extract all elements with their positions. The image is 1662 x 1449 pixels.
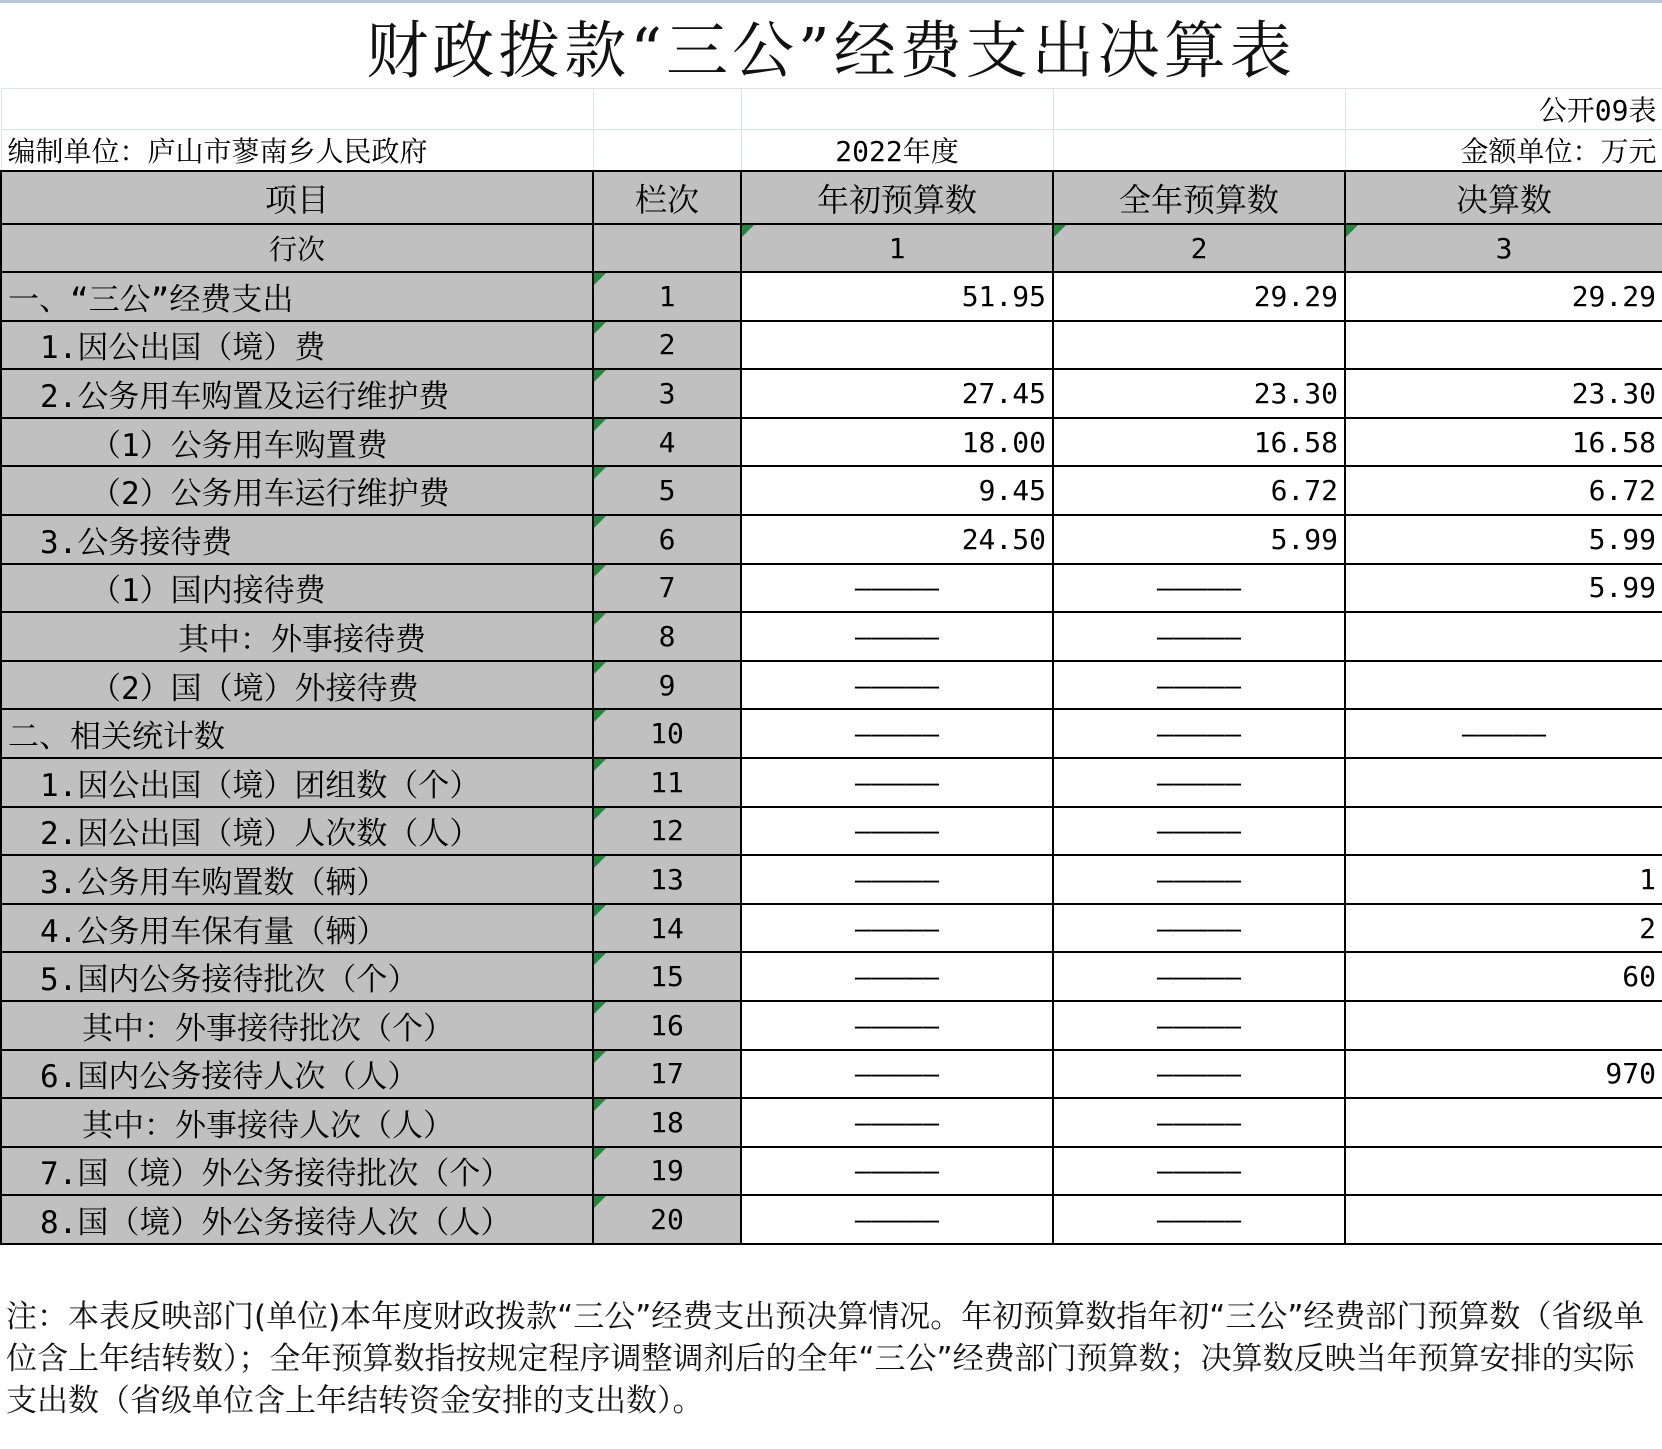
value-cell-v3[interactable] bbox=[1345, 807, 1662, 856]
cell-flag-icon bbox=[594, 467, 606, 479]
table-row bbox=[1, 1147, 1662, 1196]
cell[interactable] bbox=[1, 89, 593, 130]
value-cell-v1[interactable]: ————— bbox=[741, 564, 1053, 613]
value-cell-v3[interactable] bbox=[1345, 1147, 1662, 1196]
value-cell-v1[interactable]: 18.00 bbox=[741, 418, 1053, 467]
value-cell-v1[interactable]: 9.45 bbox=[741, 466, 1053, 515]
row-number: 9 bbox=[658, 668, 676, 702]
subheader-c2-text: 2 bbox=[1190, 231, 1208, 265]
cell[interactable] bbox=[1053, 89, 1345, 130]
value-cell-v1[interactable]: ————— bbox=[741, 709, 1053, 758]
value-cell-v3[interactable]: 16.58 bbox=[1345, 418, 1662, 467]
subheader-row-index[interactable]: 行次 bbox=[1, 224, 593, 272]
value-cell-v2[interactable]: ————— bbox=[1053, 661, 1345, 710]
value-cell-v3[interactable] bbox=[1345, 758, 1662, 807]
subheader-c1-text: 1 bbox=[888, 231, 906, 265]
value-cell-v1[interactable]: ————— bbox=[741, 904, 1053, 953]
row-number-cell[interactable] bbox=[593, 466, 741, 515]
value-cell-v3[interactable]: 2 bbox=[1345, 904, 1662, 953]
table-row bbox=[1, 564, 1662, 613]
row-number: 19 bbox=[650, 1154, 684, 1188]
title-row[interactable] bbox=[0, 0, 1662, 88]
row-number: 2 bbox=[658, 328, 676, 362]
cell[interactable] bbox=[593, 224, 741, 272]
row-label[interactable]: 1.因公出国（境）费 bbox=[1, 321, 593, 370]
row-label[interactable]: 6.国内公务接待人次（人） bbox=[1, 1050, 593, 1099]
table-row bbox=[1, 661, 1662, 710]
value-cell-v2[interactable]: ————— bbox=[1053, 807, 1345, 856]
table-code[interactable]: 公开09表 bbox=[1345, 89, 1662, 130]
row-number-cell[interactable] bbox=[593, 904, 741, 953]
row-number: 11 bbox=[650, 765, 684, 799]
amount-unit-label[interactable]: 金额单位：万元 bbox=[1345, 130, 1662, 172]
page-title: 财政拨款“三公”经费支出决算表 bbox=[366, 14, 1296, 87]
cell-flag-icon bbox=[594, 759, 606, 771]
cell-flag-icon bbox=[594, 808, 606, 820]
row-number: 3 bbox=[658, 376, 676, 410]
value-cell-v3[interactable]: 29.29 bbox=[1345, 272, 1662, 321]
row-number-cell[interactable] bbox=[593, 661, 741, 710]
row-number-cell[interactable] bbox=[593, 272, 741, 321]
meta-row bbox=[1, 130, 1662, 172]
row-number-cell[interactable] bbox=[593, 1098, 741, 1147]
cell-flag-icon bbox=[594, 710, 606, 722]
value-cell-v2[interactable]: ————— bbox=[1053, 1001, 1345, 1050]
value-cell-v2[interactable]: ————— bbox=[1053, 758, 1345, 807]
value-cell-v2[interactable]: 6.72 bbox=[1053, 466, 1345, 515]
row-label[interactable]: （2）公务用车运行维护费 bbox=[1, 466, 593, 515]
row-label[interactable]: 一、“三公”经费支出 bbox=[1, 272, 593, 321]
table-row bbox=[1, 1195, 1662, 1244]
row-label[interactable]: （2）国（境）外接待费 bbox=[1, 661, 593, 710]
row-number-cell[interactable] bbox=[593, 1001, 741, 1050]
year-label[interactable]: 2022年度 bbox=[741, 130, 1053, 172]
cell-flag-icon bbox=[594, 613, 606, 625]
row-label[interactable]: 其中：外事接待费 bbox=[1, 612, 593, 661]
value-cell-v2[interactable]: ————— bbox=[1053, 709, 1345, 758]
table-row bbox=[1, 1050, 1662, 1099]
value-cell-v2[interactable]: ————— bbox=[1053, 1050, 1345, 1099]
value-cell-v3[interactable] bbox=[1345, 321, 1662, 370]
subheader-row bbox=[1, 224, 1662, 272]
value-cell-v3[interactable]: 60 bbox=[1345, 952, 1662, 1001]
table-code-row bbox=[1, 89, 1662, 130]
row-label[interactable]: 8.国（境）外公务接待人次（人） bbox=[1, 1195, 593, 1244]
value-cell-v3[interactable]: 6.72 bbox=[1345, 466, 1662, 515]
row-number: 20 bbox=[650, 1203, 684, 1237]
value-cell-v1[interactable] bbox=[741, 321, 1053, 370]
row-label[interactable]: 其中：外事接待批次（个） bbox=[1, 1001, 593, 1050]
cell-flag-icon bbox=[594, 1099, 606, 1111]
value-cell-v3[interactable]: 23.30 bbox=[1345, 369, 1662, 418]
row-number: 17 bbox=[650, 1057, 684, 1091]
row-label[interactable]: 1.因公出国（境）团组数（个） bbox=[1, 758, 593, 807]
row-number: 15 bbox=[650, 960, 684, 994]
value-cell-v3[interactable]: 970 bbox=[1345, 1050, 1662, 1099]
table-row bbox=[1, 952, 1662, 1001]
table-row bbox=[1, 272, 1662, 321]
row-number-cell[interactable] bbox=[593, 855, 741, 904]
row-number-cell[interactable] bbox=[593, 1147, 741, 1196]
row-number: 1 bbox=[658, 279, 676, 313]
cell-flag-icon bbox=[594, 905, 606, 917]
cell-flag-icon bbox=[594, 419, 606, 431]
row-number-cell[interactable] bbox=[593, 758, 741, 807]
value-cell-v1[interactable]: 27.45 bbox=[741, 369, 1053, 418]
value-cell-v2[interactable]: ————— bbox=[1053, 1195, 1345, 1244]
cell-flag-icon bbox=[742, 225, 754, 237]
table-row bbox=[1, 515, 1662, 564]
header-budget-initial[interactable]: 年初预算数 bbox=[741, 171, 1053, 224]
header-row bbox=[1, 171, 1662, 224]
value-cell-v3[interactable] bbox=[1345, 1098, 1662, 1147]
table-row bbox=[1, 466, 1662, 515]
value-cell-v3[interactable]: ————— bbox=[1345, 709, 1662, 758]
table-row bbox=[1, 369, 1662, 418]
value-cell-v1[interactable]: ————— bbox=[741, 952, 1053, 1001]
subheader-c3[interactable] bbox=[1345, 224, 1662, 272]
row-label[interactable]: 二、相关统计数 bbox=[1, 709, 593, 758]
cell-flag-icon bbox=[594, 1196, 606, 1208]
row-label[interactable]: 7.国（境）外公务接待批次（个） bbox=[1, 1147, 593, 1196]
value-cell-v1[interactable]: ————— bbox=[741, 1001, 1053, 1050]
cell-flag-icon bbox=[594, 662, 606, 674]
row-number-cell[interactable] bbox=[593, 807, 741, 856]
row-number-cell[interactable] bbox=[593, 709, 741, 758]
subheader-c3-text: 3 bbox=[1495, 231, 1513, 265]
row-label[interactable]: 3.公务接待费 bbox=[1, 515, 593, 564]
row-number-cell[interactable] bbox=[593, 369, 741, 418]
value-cell-v3[interactable]: 5.99 bbox=[1345, 515, 1662, 564]
row-number-cell[interactable] bbox=[593, 564, 741, 613]
cell-flag-icon bbox=[594, 1002, 606, 1014]
row-label[interactable]: （1）公务用车购置费 bbox=[1, 418, 593, 467]
value-cell-v1[interactable]: ————— bbox=[741, 612, 1053, 661]
row-number-cell[interactable] bbox=[593, 418, 741, 467]
subheader-c1[interactable] bbox=[741, 224, 1053, 272]
header-final[interactable]: 决算数 bbox=[1345, 171, 1662, 224]
table-row bbox=[1, 418, 1662, 467]
row-number: 14 bbox=[650, 911, 684, 945]
row-number: 13 bbox=[650, 862, 684, 896]
cell[interactable] bbox=[741, 89, 1053, 130]
value-cell-v1[interactable]: ————— bbox=[741, 661, 1053, 710]
row-number-cell[interactable] bbox=[593, 515, 741, 564]
value-cell-v2[interactable]: 29.29 bbox=[1053, 272, 1345, 321]
cell[interactable] bbox=[593, 130, 741, 172]
value-cell-v2[interactable]: ————— bbox=[1053, 904, 1345, 953]
cell-flag-icon bbox=[594, 1148, 606, 1160]
value-cell-v3[interactable] bbox=[1345, 612, 1662, 661]
value-cell-v2[interactable]: ————— bbox=[1053, 564, 1345, 613]
cell-flag-icon bbox=[594, 565, 606, 577]
value-cell-v1[interactable]: ————— bbox=[741, 1098, 1053, 1147]
value-cell-v1[interactable]: 51.95 bbox=[741, 272, 1053, 321]
table-row bbox=[1, 709, 1662, 758]
table-row bbox=[1, 1001, 1662, 1050]
footnote: 注：本表反映部门(单位)本年度财政拨款“三公”经费支出预决算情况。年初预算数指年初“三公”经费部门预算数（省级单位含上年结转数）；全年预算数指按规定程序调整调剂后的全年“三公”经费部门预算数；决算数反映当年预算安排的实际支出数（省级单位含上年结转资金安排的支出数）。 bbox=[6, 1299, 1645, 1419]
row-number-cell[interactable] bbox=[593, 321, 741, 370]
row-label[interactable]: （1）国内接待费 bbox=[1, 564, 593, 613]
row-label[interactable]: 2.因公出国（境）人次数（人） bbox=[1, 807, 593, 856]
expense-table bbox=[0, 88, 1662, 1245]
value-cell-v2[interactable]: 5.99 bbox=[1053, 515, 1345, 564]
table-row bbox=[1, 807, 1662, 856]
value-cell-v1[interactable]: ————— bbox=[741, 1050, 1053, 1099]
value-cell-v1[interactable]: ————— bbox=[741, 807, 1053, 856]
cell-flag-icon bbox=[594, 322, 606, 334]
value-cell-v1[interactable]: ————— bbox=[741, 855, 1053, 904]
cell-flag-icon bbox=[1054, 225, 1066, 237]
table-row bbox=[1, 904, 1662, 953]
header-budget-full[interactable]: 全年预算数 bbox=[1053, 171, 1345, 224]
value-cell-v3[interactable]: 1 bbox=[1345, 855, 1662, 904]
row-number: 6 bbox=[658, 522, 676, 556]
value-cell-v2[interactable]: ————— bbox=[1053, 1098, 1345, 1147]
row-number: 18 bbox=[650, 1105, 684, 1139]
value-cell-v3[interactable] bbox=[1345, 1195, 1662, 1244]
table-row bbox=[1, 1098, 1662, 1147]
header-item[interactable]: 项目 bbox=[1, 171, 593, 224]
row-number: 5 bbox=[658, 474, 676, 508]
cell[interactable] bbox=[593, 89, 741, 130]
value-cell-v2[interactable]: ————— bbox=[1053, 1147, 1345, 1196]
value-cell-v2[interactable]: ————— bbox=[1053, 952, 1345, 1001]
table-row bbox=[1, 321, 1662, 370]
row-number: 16 bbox=[650, 1008, 684, 1042]
value-cell-v2[interactable]: 16.58 bbox=[1053, 418, 1345, 467]
value-cell-v1[interactable]: 24.50 bbox=[741, 515, 1053, 564]
cell-flag-icon bbox=[594, 953, 606, 965]
row-number-cell[interactable] bbox=[593, 612, 741, 661]
row-number-cell[interactable] bbox=[593, 1195, 741, 1244]
value-cell-v3[interactable] bbox=[1345, 661, 1662, 710]
subheader-c2[interactable] bbox=[1053, 224, 1345, 272]
table-row bbox=[1, 758, 1662, 807]
value-cell-v2[interactable]: 23.30 bbox=[1053, 369, 1345, 418]
table-row bbox=[1, 612, 1662, 661]
row-label[interactable]: 3.公务用车购置数（辆） bbox=[1, 855, 593, 904]
header-col-index[interactable]: 栏次 bbox=[593, 171, 741, 224]
value-cell-v1[interactable]: ————— bbox=[741, 1147, 1053, 1196]
value-cell-v2[interactable] bbox=[1053, 321, 1345, 370]
row-number-cell[interactable] bbox=[593, 952, 741, 1001]
cell[interactable] bbox=[1053, 130, 1345, 172]
value-cell-v2[interactable]: ————— bbox=[1053, 855, 1345, 904]
unit-label[interactable]: 编制单位：庐山市蓼南乡人民政府 bbox=[1, 130, 593, 172]
table-row bbox=[1, 855, 1662, 904]
row-number: 10 bbox=[650, 717, 684, 751]
value-cell-v1[interactable]: ————— bbox=[741, 758, 1053, 807]
value-cell-v3[interactable]: 5.99 bbox=[1345, 564, 1662, 613]
cell-flag-icon bbox=[594, 273, 606, 285]
row-number: 4 bbox=[658, 425, 676, 459]
row-label[interactable]: 2.公务用车购置及运行维护费 bbox=[1, 369, 593, 418]
row-number: 7 bbox=[658, 571, 676, 605]
row-number-cell[interactable] bbox=[593, 1050, 741, 1099]
cell-flag-icon bbox=[1346, 225, 1358, 237]
row-label[interactable]: 其中：外事接待人次（人） bbox=[1, 1098, 593, 1147]
row-label[interactable]: 5.国内公务接待批次（个） bbox=[1, 952, 593, 1001]
cell-flag-icon bbox=[594, 370, 606, 382]
row-number: 12 bbox=[650, 814, 684, 848]
cell-flag-icon bbox=[594, 856, 606, 868]
cell-flag-icon bbox=[594, 516, 606, 528]
row-label[interactable]: 4.公务用车保有量（辆） bbox=[1, 904, 593, 953]
row-number: 8 bbox=[658, 619, 676, 653]
value-cell-v2[interactable]: ————— bbox=[1053, 612, 1345, 661]
value-cell-v1[interactable]: ————— bbox=[741, 1195, 1053, 1244]
cell-flag-icon bbox=[594, 1051, 606, 1063]
value-cell-v3[interactable] bbox=[1345, 1001, 1662, 1050]
